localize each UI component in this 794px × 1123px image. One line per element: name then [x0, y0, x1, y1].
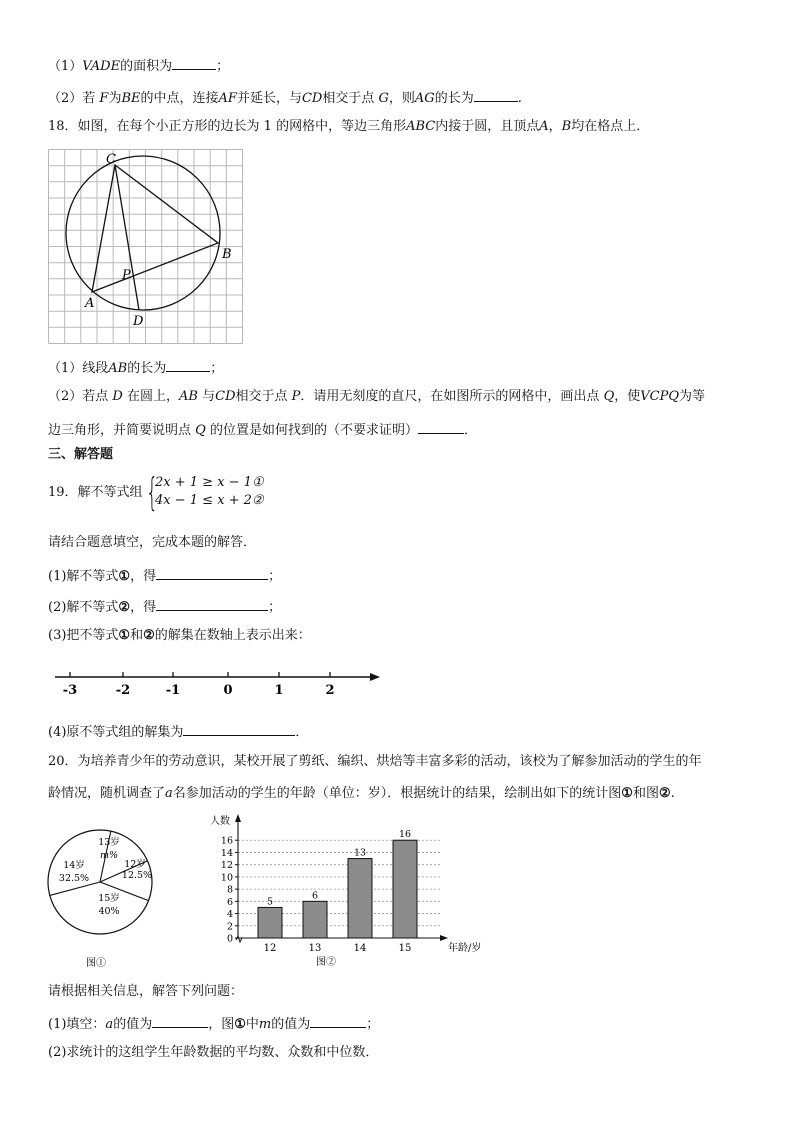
- q20-fill1: (1)填空：a的值为 ，图①中m的值为 ；: [48, 1013, 379, 1034]
- y-axis-arrow: [235, 814, 241, 822]
- tick-label: 1: [274, 683, 284, 698]
- pie-label-13: 13岁: [98, 837, 120, 848]
- inequality-system: [155, 474, 264, 510]
- q20-stem-line2: 龄情况，随机调查了a名参加活动的学生的年龄（单位：岁）．根据统计的结果，绘制出如下的统计图①和图②.: [48, 786, 675, 801]
- pie-label-12: 12岁: [124, 859, 146, 870]
- x-tick-label: 12: [263, 943, 277, 954]
- y-tick-label: 16: [220, 835, 233, 847]
- q17-part2: （2）若 F为BE的中点，连接AF并延长，与CD相交于点 G，则AG的长为 .: [48, 87, 522, 108]
- label-D: D: [133, 314, 144, 329]
- pie-value-15: 40%: [98, 906, 120, 917]
- label-P: P: [122, 268, 131, 283]
- inequality-2: 4x − 1 ≤ x + 2②: [155, 493, 264, 508]
- tick-label: 0: [223, 683, 233, 698]
- bar-12: [258, 907, 282, 938]
- y-tick-label: 10: [220, 872, 233, 884]
- bar-caption: 图②: [316, 957, 336, 968]
- q18-part2-line2: 边三角形，并简要说明点 Q 的位置是如何找到的（不要求证明） ．: [48, 419, 477, 440]
- tick-label: -1: [165, 683, 181, 698]
- pie-chart: [44, 818, 164, 973]
- bar-chart: [200, 812, 500, 972]
- pie-label-14: 14岁: [63, 860, 85, 871]
- q18-part2-line1: （2）若点 D 在圆上，AB 与CD相交于点 P．请用无刻度的直尺，在如图所示的网格中，画出点 Q，使VCPQ为等: [48, 389, 706, 404]
- q19-step2: (2)解不等式②，得 ；: [48, 596, 281, 617]
- answer-blank[interactable]: [156, 596, 268, 611]
- bar-13: [303, 901, 327, 938]
- bar-14: [348, 859, 372, 938]
- q19-step1: (1)解不等式①，得 ；: [48, 565, 281, 586]
- bar-value-label: 6: [311, 890, 319, 902]
- number-line-arrow: [370, 673, 380, 681]
- answer-blank[interactable]: [310, 1013, 366, 1028]
- tick-label: -2: [115, 683, 131, 698]
- pie-value-12: 12.5%: [121, 870, 153, 881]
- section-heading: 三、解答题: [48, 447, 114, 462]
- y-tick-label: 4: [226, 909, 233, 921]
- x-axis-label: 年龄/岁: [448, 943, 482, 954]
- answer-blank[interactable]: [474, 87, 518, 102]
- y-tick-label: 2: [226, 921, 233, 933]
- bar-15: [393, 840, 417, 938]
- q17-part1: （1）VADE的面积为 ；: [48, 55, 229, 76]
- x-tick-label: 15: [398, 943, 412, 954]
- bar-value-label: 16: [398, 829, 412, 841]
- q19-intro: 请结合题意填空，完成本题的解答．: [48, 535, 257, 550]
- q18-grid-figure: [44, 145, 249, 350]
- tick-label: -3: [62, 683, 78, 698]
- answer-blank[interactable]: [418, 419, 464, 434]
- number-line: [50, 666, 390, 702]
- q20-fill2: (2)求统计的这组学生年龄数据的平均数、众数和中位数．: [48, 1045, 379, 1060]
- pie-value-13: m%: [99, 850, 119, 861]
- answer-blank[interactable]: [183, 721, 295, 736]
- y-tick-label: 14: [220, 847, 233, 859]
- pie-label-15: 15岁: [98, 893, 120, 904]
- pie-slice-boundary: [50, 882, 100, 895]
- x-tick-label: 14: [353, 943, 367, 954]
- pie-caption: 图①: [86, 958, 106, 969]
- pie-value-14: 32.5%: [58, 873, 90, 884]
- bar-value-label: 13: [353, 847, 367, 859]
- answer-blank[interactable]: [166, 357, 210, 372]
- circumcircle: [66, 156, 220, 310]
- x-tick-label: 13: [308, 943, 322, 954]
- x-axis-arrow: [440, 935, 448, 941]
- bar-value-label: 5: [266, 896, 274, 908]
- q18-part1: （1）线段AB的长为 ；: [48, 357, 223, 378]
- answer-blank[interactable]: [156, 565, 268, 580]
- label-C: C: [106, 152, 116, 167]
- q20-stem-line1: 20．为培养青少年的劳动意识，某校开展了剪纸、编织、烘焙等丰富多彩的活动，该校为了解参加活动的学生的年: [48, 754, 702, 769]
- label-A: A: [85, 296, 95, 311]
- label-B: B: [222, 247, 232, 262]
- y-tick-label: 6: [226, 896, 233, 908]
- bar-marks: [258, 829, 417, 954]
- triangle-abc: [92, 165, 218, 292]
- q19-step3: (3)把不等式①和②的解集在数轴上表示出来：: [48, 628, 311, 643]
- y-axis-label: 人数: [210, 816, 230, 827]
- y-tick-label: 8: [226, 884, 233, 896]
- answer-blank[interactable]: [152, 1013, 208, 1028]
- system-brace: {: [146, 470, 159, 514]
- y-tick-label: 12: [220, 860, 233, 872]
- grid-lines: [49, 150, 243, 344]
- tick-label: 2: [325, 683, 335, 698]
- q19-step4: (4)原不等式组的解集为 ．: [48, 721, 308, 742]
- q20-ask: 请根据相关信息，解答下列问题：: [48, 984, 244, 999]
- q19-stem: 19．解不等式组: [48, 485, 143, 500]
- answer-blank[interactable]: [172, 55, 216, 70]
- segment-cd: [115, 165, 139, 310]
- q18-stem: 18．如图，在每个小正方形的边长为 1 的网格中，等边三角形ABC内接于圆，且顶点A，B均在格点上．: [48, 119, 650, 134]
- inequality-1: 2x + 1 ≥ x − 1①: [155, 475, 264, 490]
- axis-break-mark: [236, 936, 242, 942]
- y-tick-label: 0: [226, 933, 233, 945]
